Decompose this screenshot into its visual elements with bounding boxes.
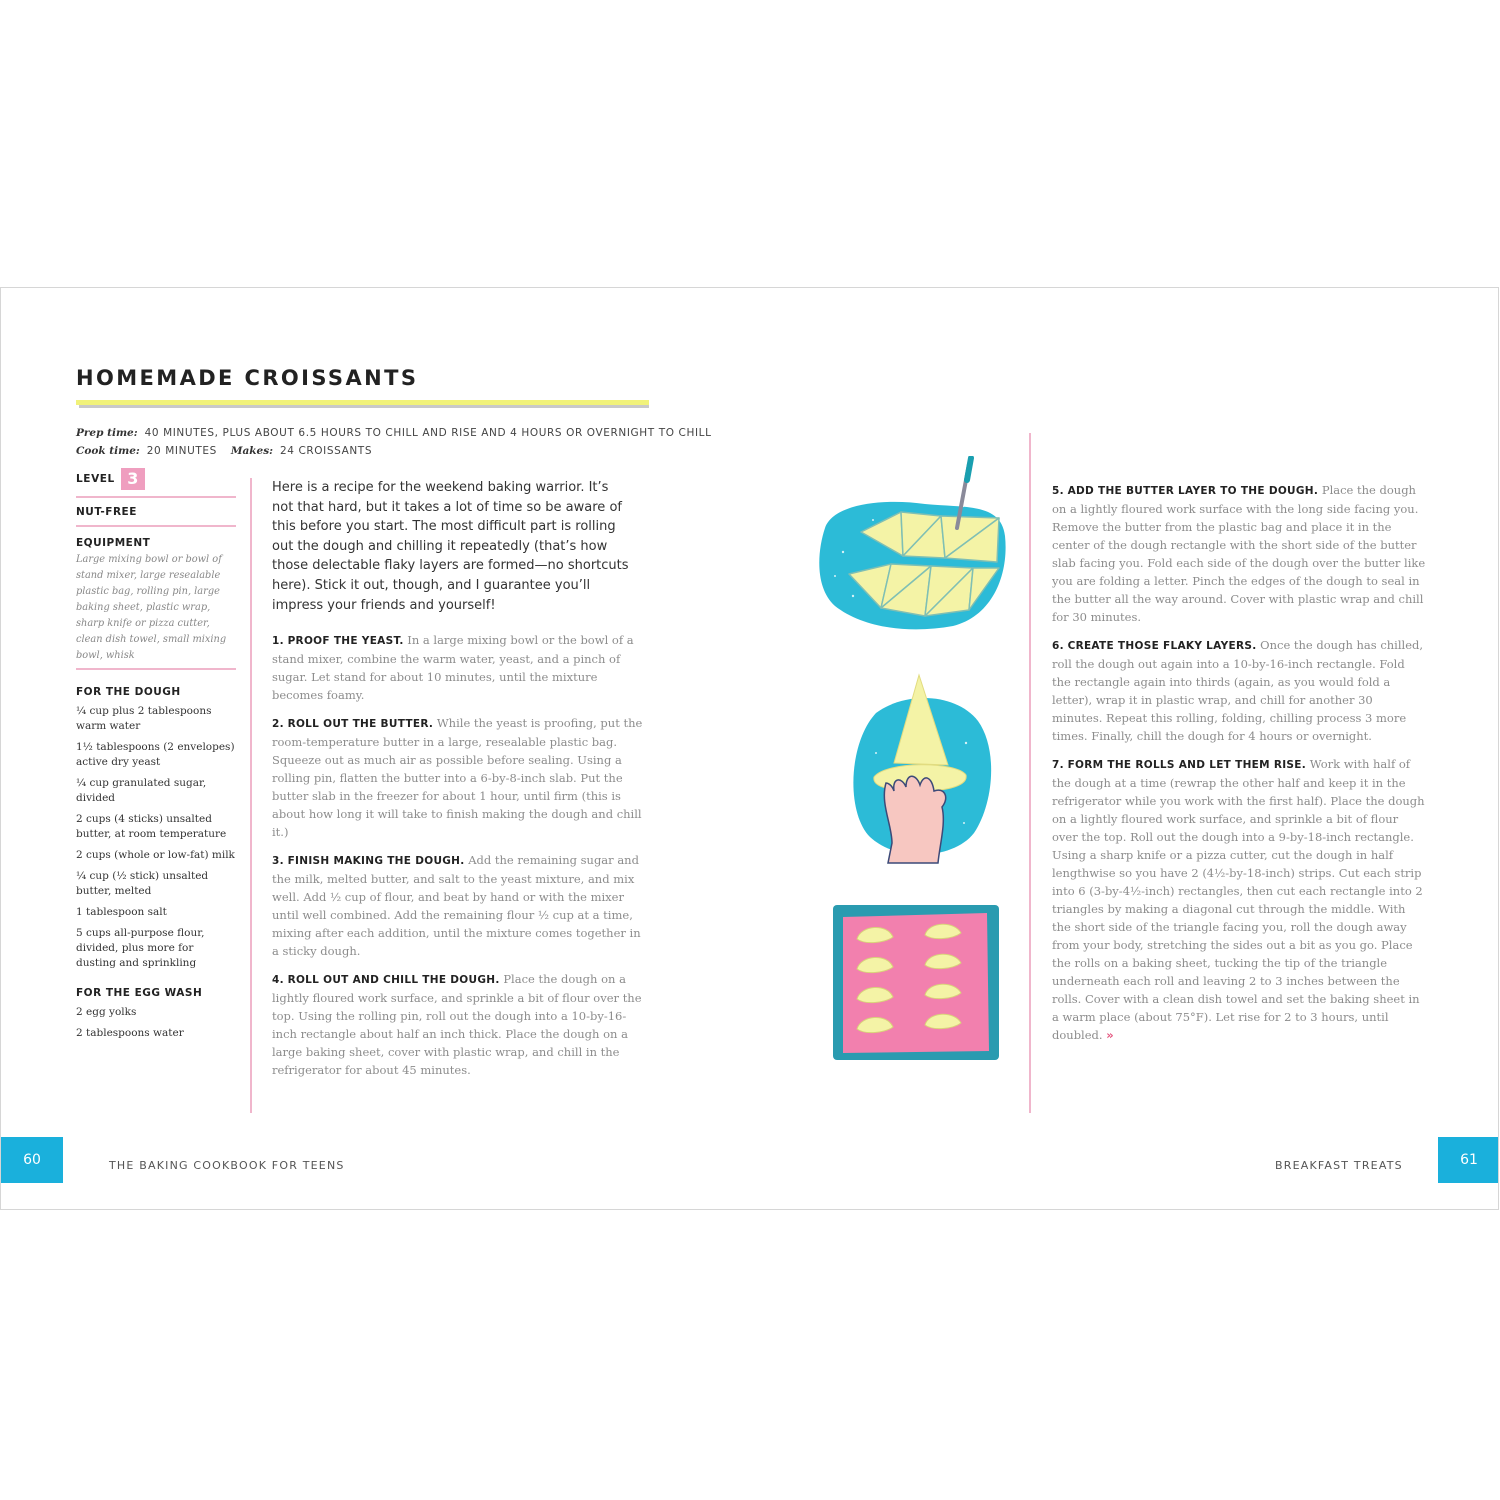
step-number: 5. — [1052, 485, 1064, 497]
steps-column-left — [272, 631, 644, 1089]
page-number-right: 61 — [1438, 1137, 1499, 1183]
step-text: Once the dough has chilled, roll the dough out again into a 10-by-16-inch rectangle. Fold the rectangle again into thirds (again, as you would fold a letter), wrap it in plastic wrap, and chill for another 30 minutes. Repeat this rolling, folding, chilling process 3 more times. Finally, chill the dough for 4 hours or overnight. — [1052, 638, 1424, 743]
step-7 — [1052, 755, 1426, 1044]
step-number: 7. — [1052, 759, 1064, 771]
step-heading: FORM THE ROLLS AND LET THEM RISE. — [1067, 759, 1307, 771]
ingredients-sidebar — [76, 468, 236, 1041]
dough-heading: FOR THE DOUGH — [76, 686, 181, 698]
chapter-title-footer: BREAKFAST TREATS — [1275, 1159, 1403, 1172]
step-heading: CREATE THOSE FLAKY LAYERS. — [1067, 640, 1257, 652]
step-2 — [272, 714, 644, 841]
book-spread — [0, 287, 1499, 1210]
step-text: In a large mixing bowl or the bowl of a stand mixer, combine the warm water, yeast, and a pinch of sugar. Let stand for about 10 minutes, until the mixture becomes foamy. — [272, 633, 634, 702]
title-underline-shadow — [79, 405, 649, 408]
croissants-on-baking-sheet-illustration — [831, 903, 1001, 1063]
step-number: 4. — [272, 974, 284, 986]
page-number-left: 60 — [1, 1137, 63, 1183]
ingredient-item: ¼ cup plus 2 tablespoons warm water — [76, 705, 212, 732]
cook-makes-line — [76, 445, 372, 457]
dough-cut-into-triangles-illustration — [813, 456, 1009, 638]
column-rule-left — [250, 478, 252, 1113]
step-text: Place the dough on a lightly floured work surface, and sprinkle a bit of flour over the top. Using the rolling pin, roll out the dough into a 10-by-16-inch rectangle about half an inch thick. Place the dough on a large baking sheet, cover with plastic wrap, and chill in the refrigerator for about 45 minutes. — [272, 972, 642, 1077]
title-underline-highlight — [76, 400, 649, 405]
step-6 — [1052, 636, 1426, 745]
equipment-text: Large mixing bowl or bowl of stand mixer, large resealable plastic bag, rolling pin, large baking sheet, plastic wrap, sharp knife or pizza cutter, clean dish towel, small mixing bowl, whisk — [76, 554, 227, 661]
step-text: Work with half of the dough at a time (rewrap the other half and keep it in the refrigerator while you work with the first half). Place the dough on a lightly floured work surface, and sprinkle a bit of flour over the top. Roll out the dough into a 9-by-18-inch rectangle. Using a sharp knife or a pizza cutter, cut the dough in half lengthwise so you have 2 (4½-by-18-inch) strips. Cut each strip into 6 (3-by-4½-inch) rectangles, then cut each rectangle into 2 triangles by making a diagonal cut through the middle. With the short side of the triangle facing you, roll the dough away from your body, stretching the sides out a bit as you go. Place the rolls on a baking sheet, tucking the tip of the triangle underneath each roll and leaving 2 to 3 inches between the rolls. Cover with a clean dish towel and set the baking sheet in a warm place (about 75°F). Let rise for 2 to 3 hours, until doubled. — [1052, 757, 1425, 1042]
step-3 — [272, 851, 644, 960]
ingredient-item: 1 tablespoon salt — [76, 906, 167, 918]
divider — [76, 525, 236, 527]
divider — [76, 496, 236, 498]
ingredient-item: 2 cups (whole or low-fat) milk — [76, 849, 235, 861]
ingredient-item: ¼ cup granulated sugar, divided — [76, 777, 207, 804]
step-4 — [272, 970, 644, 1079]
ingredient-item: 2 cups (4 sticks) unsalted butter, at room temperature — [76, 813, 227, 840]
cook-time-label: Cook time: — [76, 445, 140, 457]
step-heading: ROLL OUT THE BUTTER. — [287, 718, 434, 730]
ingredient-item: 2 tablespoons water — [76, 1027, 184, 1039]
cook-time-value: 20 MINUTES — [146, 445, 217, 457]
steps-column-right — [1052, 481, 1426, 1054]
step-1 — [272, 631, 644, 704]
recipe-intro: Here is a recipe for the weekend baking warrior. It’s not that hard, but it takes a lot of time so be aware of this before you start. The most difficult part is rolling out the dough and chilling it repeatedly (that’s how those delectable flaky layers are formed—no shortcuts here). Stick it out, though, and I guarantee you’ll impress your friends and yourself! — [272, 480, 629, 613]
step-heading: ADD THE BUTTER LAYER TO THE DOUGH. — [1067, 485, 1319, 497]
ingredient-item: 1½ tablespoons (2 envelopes) active dry yeast — [76, 741, 235, 768]
step-number: 2. — [272, 718, 284, 730]
step-number: 3. — [272, 855, 284, 867]
step-heading: FINISH MAKING THE DOUGH. — [287, 855, 465, 867]
column-rule-right — [1029, 433, 1031, 1113]
book-title-footer: THE BAKING COOKBOOK FOR TEENS — [109, 1159, 345, 1172]
makes-value: 24 CROISSANTS — [279, 445, 373, 457]
prep-time-value: 40 MINUTES, PLUS ABOUT 6.5 HOURS TO CHILL AND RISE AND 4 HOURS OR OVERNIGHT TO CHILL — [144, 427, 712, 439]
level-label: LEVEL — [76, 473, 115, 485]
prep-time-label: Prep time: — [76, 427, 138, 439]
ingredient-item: 5 cups all-purpose flour, divided, plus more for dusting and sprinkling — [76, 927, 205, 969]
step-heading: ROLL OUT AND CHILL THE DOUGH. — [287, 974, 500, 986]
step-text: Place the dough on a lightly floured work surface with the long side facing you. Remove the butter from the plastic bag and place it in the center of the dough rectangle with the short side of the butter slab facing you. Fold each side of the dough over the butter like you are folding a letter. Pinch the edges of the dough to seal in the butter all the way around. Cover with plastic wrap and chill for 30 minutes. — [1052, 483, 1426, 624]
egg-wash-heading: FOR THE EGG WASH — [76, 987, 203, 999]
level-row — [76, 468, 236, 490]
step-5 — [1052, 481, 1426, 626]
level-badge: 3 — [121, 468, 145, 490]
ingredient-item: 2 egg yolks — [76, 1006, 137, 1018]
prep-time-line — [76, 427, 712, 439]
continue-arrow-icon: » — [1106, 1028, 1114, 1042]
diet-tag: NUT-FREE — [76, 506, 137, 518]
equipment-heading: EQUIPMENT — [76, 537, 151, 549]
step-text: While the yeast is proofing, put the room-temperature butter in a large, resealable plastic bag. Squeeze out as much air as possible before sealing. Using a rolling pin, flatten the butter into a 6-by-8-inch slab. Put the butter slab in the freezer for about 1 hour, until firm (this is about how long it will take to finish making the dough and chill it.) — [272, 716, 643, 839]
step-number: 6. — [1052, 640, 1064, 652]
ingredient-item: ¼ cup (½ stick) unsalted butter, melted — [76, 870, 209, 897]
recipe-title: HOMEMADE CROISSANTS — [76, 366, 419, 390]
step-number: 1. — [272, 635, 284, 647]
makes-label: Makes: — [230, 445, 273, 457]
step-text: Add the remaining sugar and the milk, melted butter, and salt to the yeast mixture, and mix well. Add ½ cup of flour, and beat by hand or with the mixer until well combined. Add the remaining flour ½ cup at a time, mixing after each addition, until the mixture comes together in a sticky dough. — [272, 853, 641, 958]
hand-rolling-croissant-illustration — [846, 673, 996, 868]
divider — [76, 668, 236, 670]
step-heading: PROOF THE YEAST. — [287, 635, 404, 647]
